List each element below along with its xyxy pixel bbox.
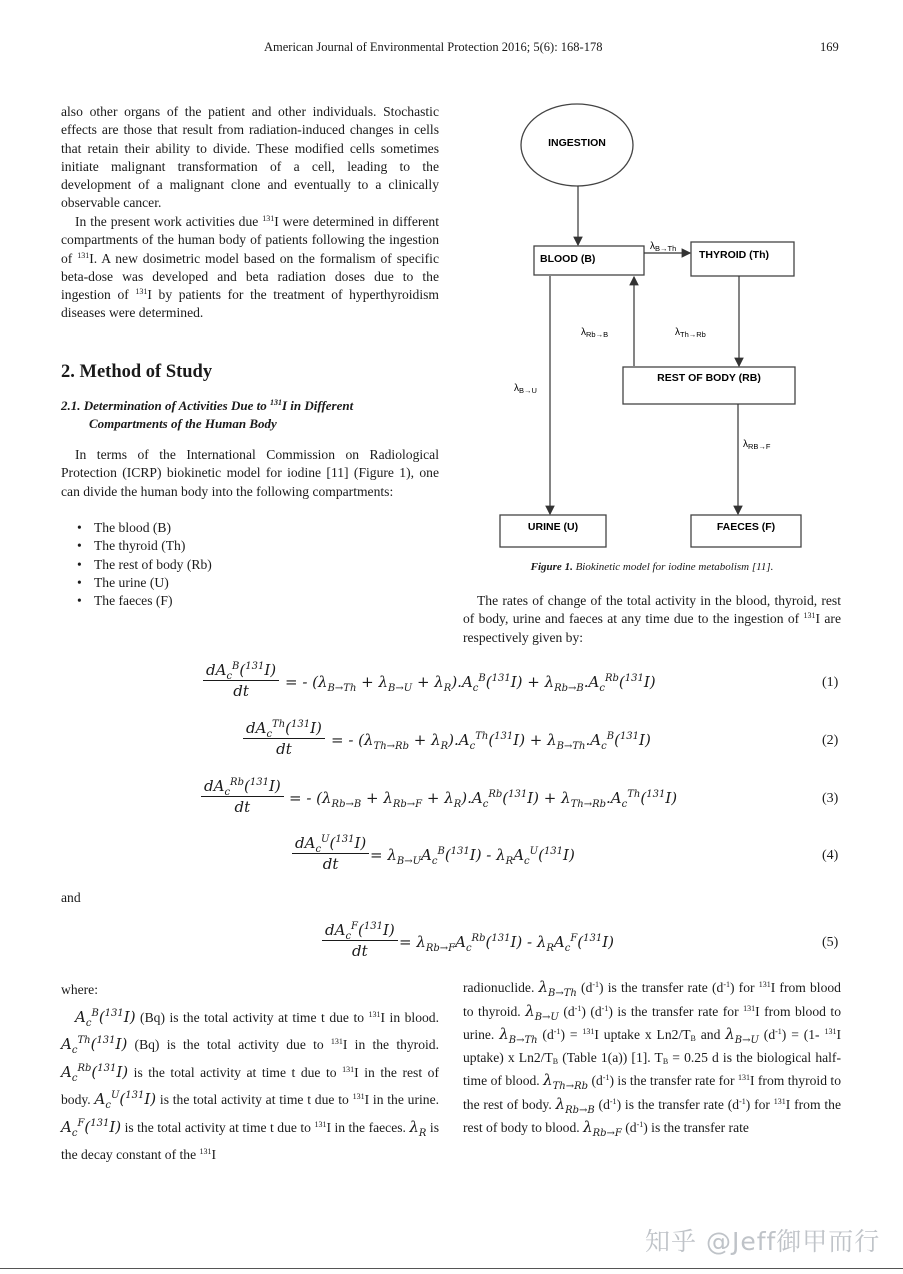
- equation-1-rhs: = - $(\lambda_{B\to Th} + \lambda_{B\to U} + \lambda_R).A_c^B(^{131}I) + \lambda_{Rb\to B}.A_c^{Rb}(^{131}I)$: [285, 673, 656, 694]
- equation-2-lhs: $dA_c^{Th}(^{131}I)$ dt: [243, 719, 325, 758]
- where-definitions-right: radionuclide. $\lambda_{B\to Th}$ $(d^{-1})$ is the transfer rate $(d^{-1})$ for $^{131}$I from blood to thyroid. $\lambda_{B\to U}$ $(d^{-1})$ $(d^{-1})$ is the transfer rate for $^{131}$I from blood to urine. $\lambda_{B\to Th}$ $(d^{-1}) = ^{131}I$ uptake x $Ln2/T_B$ and $\lambda_{B\to U}$ $(d^{-1}) = (1-$ $^{131}$I uptake) x $Ln2/T_B$ (Table 1(a)) [1]. $T_B = 0.25$ d is the biological half-time of blood. $\lambda_{Th\to Rb}$ $(d^{-1})$ is the transfer rate for $^{131}$I from thyroid to the rest of body. $\lambda_{Rb\to B}$ $(d^{-1})$ is the transfer rate $(d^{-1})$ for $^{131}$I from the rest of body to blood. $\lambda_{Rb\to F}$ $(d^{-1})$ is the transfer rate: [463, 978, 841, 1139]
- zhihu-watermark: 知乎 @Jeff御甲而行: [645, 1227, 881, 1256]
- list-item: • The faeces (F): [61, 592, 439, 610]
- paragraph-present-work: In the present work activities due $^{131}$I were determined in different compartments of the human body of patients following the ingestion of $^{131}$I. A new dosimetric model based on the formalism of specific beta-dose was developed and beta radiation doses due to the ingestion of $^{131}$I by patients for the treatment of hyperthyroidism diseases were determined.: [61, 214, 439, 321]
- page-number: 169: [820, 40, 839, 54]
- compartment-list: [61, 519, 439, 610]
- equation-4-rhs: = $\lambda_{B\to U}A_c^B(^{131}I) - \lambda_RA_c^U(^{131}I)$: [370, 846, 575, 867]
- equation-2-rhs: = - $(\lambda_{Th\to Rb} + \lambda_R).A_c^{Th}(^{131}I) + \lambda_{B\to Th}.A_c^B(^{131}I)$: [331, 731, 651, 752]
- equation-3-rhs: = - $(\lambda_{Rb\to B} + \lambda_{Rb\to F} + \lambda_R).A_c^{Rb}(^{131}I) + \lambda_{Th\to Rb}.A_c^{Th}(^{131}I)$: [289, 789, 678, 810]
- paragraph-stochastic: also other organs of the patient and other individuals. Stochastic effects are those that result from radiation-induced changes in cells that retain their ability to divide. These modified cells sometimes initiate malignant transformation of a cell, leading to the development of a malignant clone and eventually to a clinically observable cancer.: [61, 104, 439, 211]
- equation-4-number: (4): [822, 848, 839, 863]
- equation-4-lhs: $dA_c^U(^{131}I)$ dt: [292, 834, 369, 873]
- bottom-rule: [0, 1268, 903, 1269]
- figure-1: [463, 95, 841, 585]
- equation-1-number: (1): [822, 675, 839, 690]
- list-item: • The rest of body (Rb): [61, 556, 439, 574]
- journal-citation: American Journal of Environmental Protection 2016; 5(6): 168-178: [264, 40, 603, 54]
- thyroid-label: THYROID (Th): [699, 249, 769, 261]
- rest-of-body-label: REST OF BODY (RB): [657, 372, 761, 384]
- where-definitions-left: where: $A_c^B(^{131}I)$ (Bq) is the total activity at time t due to $^{131}$I in blood. $A_c^{Th}(^{131}I)$ (Bq) is the total activity due to $^{131}$I in the thyroid. $A_c^{Rb}(^{131}I)$ is the total activity at time t due to $^{131}$I in the rest of body. $A_c^U(^{131}I)$ is the total activity at time t due to $^{131}$I in the urine. $A_c^F(^{131}I)$ is the total activity at time t due to $^{131}$I in the faeces. $\lambda_R$ is the decay constant of the $^{131}$I: [61, 982, 440, 1162]
- list-item: • The thyroid (Th): [61, 537, 439, 555]
- rate-label-th-rb: $\lambda_{Th\to Rb}$: [675, 327, 706, 339]
- equation-5-rhs: = $\lambda_{Rb\to F}A_c^{Rb}(^{131}I) - \lambda_RA_c^F(^{131}I)$: [399, 933, 614, 954]
- list-item: • The urine (U): [61, 574, 439, 592]
- equation-3-number: (3): [822, 791, 839, 806]
- ingestion-label: INGESTION: [548, 137, 606, 149]
- equation-3-lhs: $dA_c^{Rb}(^{131}I)$ dt: [201, 777, 284, 816]
- list-item: • The blood (B): [61, 519, 439, 537]
- equation-5-lhs: $dA_c^F(^{131}I)$ dt: [322, 921, 398, 960]
- rate-label-b-u: $\lambda_{B\to U}$: [514, 383, 537, 395]
- rate-label-rb-f: $\lambda_{RB\to F}$: [743, 439, 771, 451]
- and-text: and: [61, 890, 81, 905]
- equation-5-number: (5): [822, 935, 839, 950]
- blood-label: BLOOD (B): [540, 253, 596, 265]
- faeces-label: FAECES (F): [716, 521, 776, 533]
- paragraph-rates: The rates of change of the total activity in the blood, thyroid, rest of body, urine and faeces at any time due to the ingestion of $^{131}$I are respectively given by:: [463, 593, 841, 645]
- rate-label-rb-b: $\lambda_{Rb\to B}$: [581, 327, 609, 339]
- biokinetic-diagram: [463, 95, 841, 565]
- equation-1-lhs: $dA_c^B(^{131}I)$ dt: [203, 661, 279, 700]
- paragraph-icrp: In terms of the International Commission on Radiological Protection (ICRP) biokinetic model for iodine [11] (Figure 1), one can divide the human body into the following compartments:: [61, 447, 439, 499]
- subsection-title: 2.1. Determination of Activities Due to $^{131}$I in Different Compartments of the Human Body: [61, 398, 354, 431]
- rate-label-b-th: $\lambda_{B\to Th}$: [650, 241, 677, 253]
- urine-label: URINE (U): [527, 521, 579, 533]
- equation-2-number: (2): [822, 733, 839, 748]
- figure-caption: Figure 1. Biokinetic model for iodine metabolism [11].: [530, 561, 774, 573]
- section-title: 2. Method of Study: [61, 362, 213, 382]
